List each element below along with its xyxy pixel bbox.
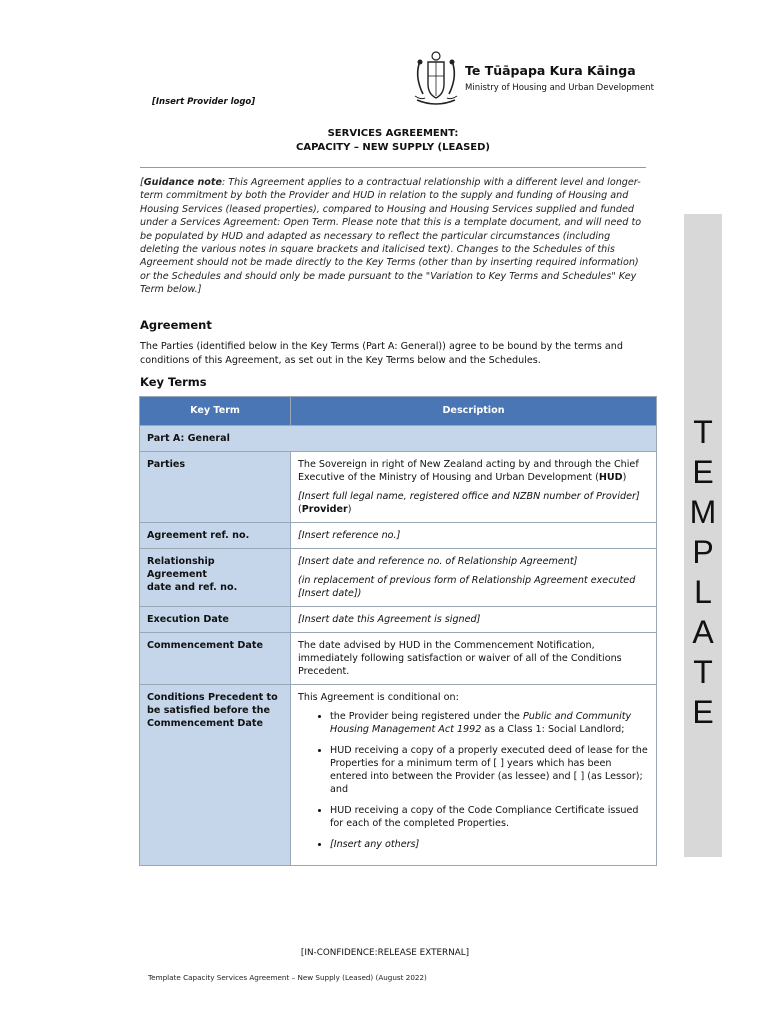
key-terms-table [139, 396, 657, 866]
guidance-note: [Guidance note: This Agreement applies to a contractual relationship with a different level and longer-term commitment by both the Provider and HUD in relation to the supply and funding of Housing and Housing Services (leased properties), compared to Housing and Housing Services supplied and funded under a Services Agreement: Open Term. Please note that this is a template document, and will need to be populated by HUD and adapted as necessary to reflect the particular circumstances (including deleting the various notes in square brackets and italicised text). Changes to the Schedules of this Agreement should not be made directly to the Key Terms (other than by inserting required information) or the Schedules and should only be made pursuant to the "Variation to Key Terms and Schedules" Key Term below.] [140, 177, 642, 296]
list-item: • HUD receiving a copy of the Code Compliance Certificate issued for each of the completed Properties. [330, 804, 649, 830]
description-agreement-ref: [Insert reference no.] [291, 523, 657, 549]
column-header-key-term: Key Term [140, 397, 291, 426]
description-execution-date: [Insert date this Agreement is signed] [291, 607, 657, 633]
column-header-description: Description [291, 397, 657, 426]
list-item: • [Insert any others] [330, 838, 649, 851]
key-term-conditions-precedent: Conditions Precedent to be satisfied before the Commencement Date [140, 685, 291, 866]
description-conditions-precedent: This Agreement is conditional on: • the Provider being registered under the Public and Community Housing Management Act 1992 as a Class 1: Social Landlord; • HUD receiving a copy of a properly executed deed of lease for the Properties for a minimum term of [ ] years which has been entered into between the Provider (as lessee) and [ ] (as Lessor); and • HUD receiving a copy of the Code Compliance Certificate issued for each of the completed Properties. • [Insert any others] [291, 685, 657, 866]
key-term-agreement-ref: Agreement ref. no. [140, 523, 291, 549]
key-terms-heading: Key Terms [140, 375, 207, 389]
table-header-row [140, 397, 657, 426]
list-item: • the Provider being registered under the Public and Community Housing Management Act 1992 as a Class 1: Social Landlord; [330, 710, 649, 736]
list-item: • HUD receiving a copy of a properly executed deed of lease for the Properties for a minimum term of [ ] years which has been entered into between the Provider (as lessee) and [ ] (as Lessor); and [330, 744, 649, 796]
ministry-name: Te Tūāpapa Kura Kāinga [465, 63, 636, 78]
conditions-list [298, 710, 649, 851]
key-term-relationship-agreement: Relationship Agreement date and ref. no. [140, 549, 291, 607]
provider-logo-placeholder: [Insert Provider logo] [152, 97, 256, 107]
document-title-line1: SERVICES AGREEMENT: [327, 128, 459, 139]
table-row [140, 633, 657, 685]
document-title-line2: CAPACITY – NEW SUPPLY (LEASED) [296, 142, 490, 153]
guidance-label: Guidance note [143, 177, 222, 188]
description-commencement-date: The date advised by HUD in the Commencement Notification, immediately following satisfaction or waiver of all of the Conditions Precedent. [291, 633, 657, 685]
page-footer: Template Capacity Services Agreement – New Supply (Leased) (August 2022) [148, 973, 427, 982]
description-parties: The Sovereign in right of New Zealand acting by and through the Chief Executive of the Ministry of Housing and Urban Development (HUD) [Insert full legal name, registered office and NZBN number of Provider] (Provider) [291, 452, 657, 523]
table-row [140, 607, 657, 633]
ministry-subtitle: Ministry of Housing and Urban Development [465, 83, 654, 93]
security-classification: [IN-CONFIDENCE:RELEASE EXTERNAL] [300, 948, 470, 958]
table-row [140, 452, 657, 523]
table-row [140, 549, 657, 607]
table-row [140, 523, 657, 549]
table-row [140, 685, 657, 866]
description-relationship-agreement: [Insert date and reference no. of Relationship Agreement] (in replacement of previous form of Relationship Agreement executed [Insert date]) [291, 549, 657, 607]
section-row [140, 426, 657, 452]
title-divider [140, 167, 646, 168]
agreement-heading: Agreement [140, 318, 212, 332]
key-term-execution-date: Execution Date [140, 607, 291, 633]
coat-of-arms-icon [411, 50, 461, 108]
section-title-part-a: Part A: General [140, 426, 657, 452]
agreement-text: The Parties (identified below in the Key Terms (Part A: General)) agree to be bound by the terms and conditions of this Agreement, as set out in the Key Terms below and the Schedules. [140, 341, 623, 366]
key-term-commencement-date: Commencement Date [140, 633, 291, 685]
template-watermark: T E M P L A T E [684, 214, 722, 857]
key-term-parties: Parties [140, 452, 291, 523]
